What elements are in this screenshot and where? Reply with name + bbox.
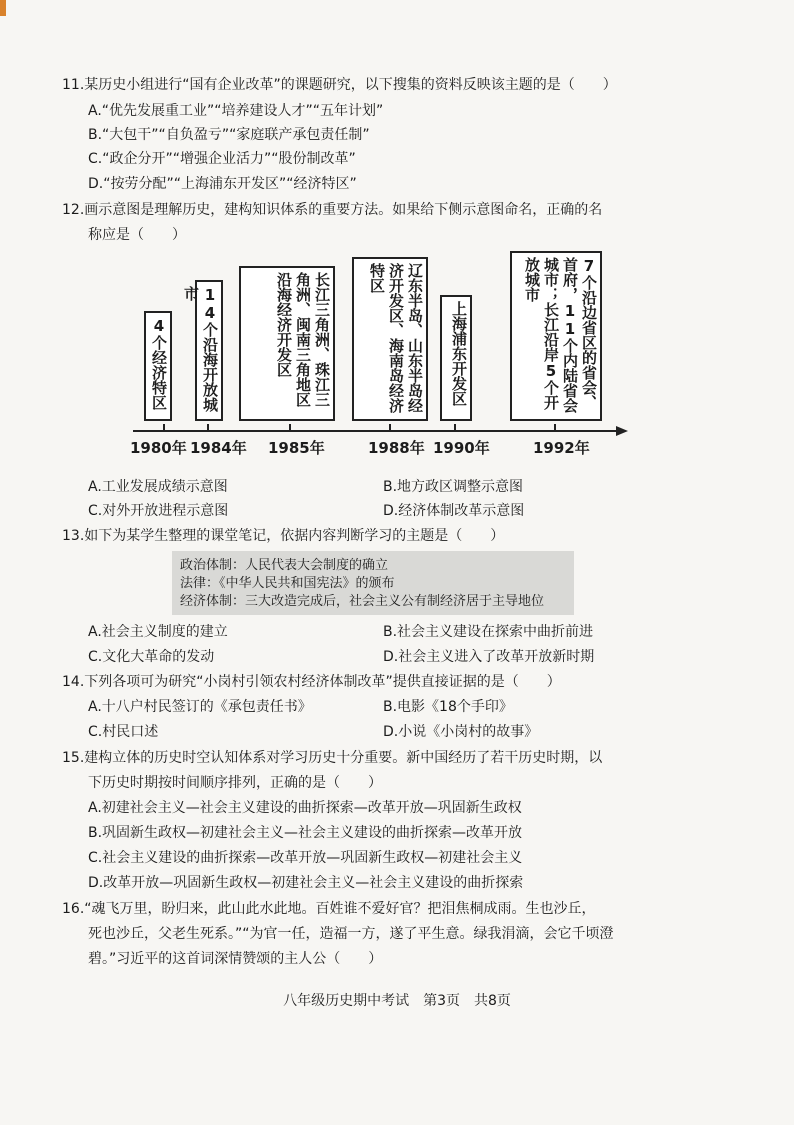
q11-option-c[interactable]: C.“政企分开”“增强企业活力”“股份制改革” bbox=[88, 151, 356, 167]
q12-option-a[interactable]: A.工业发展成绩示意图 bbox=[88, 479, 228, 495]
page-footer: 八年级历史期中考试 第3页 共8页 bbox=[283, 993, 511, 1009]
q15-option-b[interactable]: B.巩固新生政权—初建社会主义—社会主义建设的曲折探索—改革开放 bbox=[88, 825, 523, 841]
timeline-year-1988: 1988年 bbox=[368, 439, 425, 457]
q15-stem-line2: 下历史时期按时间顺序排列，正确的是（ ） bbox=[88, 775, 382, 791]
q11-stem: 11.某历史小组进行“国有企业改革”的课题研究，以下搜集的资料反映该主题的是（ ） bbox=[62, 77, 617, 93]
note-line-economy: 经济体制：三大改造完成后，社会主义公有制经济居于主导地位 bbox=[180, 594, 545, 609]
timeline-box-1992: 7个沿边省区的省会、首府，11个内陆省会城市；长江沿岸5个开放城市 bbox=[510, 251, 602, 421]
q12-option-b[interactable]: B.地方政区调整示意图 bbox=[383, 479, 524, 495]
q14-option-b[interactable]: B.电影《18个手印》 bbox=[383, 699, 513, 715]
q13-option-d[interactable]: D.社会主义进入了改革开放新时期 bbox=[383, 649, 595, 665]
q14-option-a[interactable]: A.十八户村民签订的《承包责任书》 bbox=[88, 699, 312, 715]
note-line-law: 法律：《中华人民共和国宪法》的颁布 bbox=[180, 576, 395, 591]
q15-option-d[interactable]: D.改革开放—巩固新生政权—初建社会主义—社会主义建设的曲折探索 bbox=[88, 875, 524, 891]
q11-option-a[interactable]: A.“优先发展重工业”“培养建设人才”“五年计划” bbox=[88, 103, 384, 119]
q11-option-b[interactable]: B.“大包干”“自负盈亏”“家庭联产承包责任制” bbox=[88, 127, 370, 143]
q16-stem-line3: 碧。”习近平的这首词深情赞颂的主人公（ ） bbox=[88, 951, 383, 967]
note-line-politics: 政治体制：人民代表大会制度的确立 bbox=[180, 558, 389, 573]
q12-stem-line2: 称应是（ ） bbox=[88, 227, 186, 243]
q14-stem: 14.下列各项可为研究“小岗村引领农村经济体制改革”提供直接证据的是（ ） bbox=[62, 674, 561, 690]
timeline-year-1985: 1985年 bbox=[268, 439, 325, 457]
q15-option-a[interactable]: A.初建社会主义—社会主义建设的曲折探索—改革开放—巩固新生政权 bbox=[88, 800, 522, 816]
timeline-box-1988: 辽东半岛、山东半岛经济开发区、海南岛经济特区 bbox=[352, 257, 428, 421]
q12-option-d[interactable]: D.经济体制改革示意图 bbox=[383, 503, 525, 519]
timeline-box-1990: 上海浦东开发区 bbox=[440, 295, 472, 421]
timeline-box-1984: 14个沿海开放城市 bbox=[195, 280, 223, 421]
q16-stem-line1: 16.“魂飞万里，盼归来，此山此水此地。百姓谁不爱好官？把泪焦桐成雨。生也沙丘， bbox=[62, 901, 596, 917]
timeline-year-1980: 1980年 bbox=[130, 439, 187, 457]
q15-stem-line1: 15.建构立体的历史时空认知体系对学习历史十分重要。新中国经历了若干历史时期，以 bbox=[62, 750, 603, 766]
q13-option-c[interactable]: C.文化大革命的发动 bbox=[88, 649, 215, 665]
q16-stem-line2: 死也沙丘，父老生死系。”“为官一任，造福一方，遂了平生意。绿我涓滴，会它千顷澄 bbox=[88, 926, 614, 942]
q13-option-b[interactable]: B.社会主义建设在探索中曲折前进 bbox=[383, 624, 594, 640]
q13-option-a[interactable]: A.社会主义制度的建立 bbox=[88, 624, 228, 640]
timeline-box-1980: 4个经济特区 bbox=[144, 311, 172, 421]
q13-stem: 13.如下为某学生整理的课堂笔记，依据内容判断学习的主题是（ ） bbox=[62, 528, 505, 544]
q11-option-d[interactable]: D.“按劳分配”“上海浦东开发区”“经济特区” bbox=[88, 176, 357, 192]
q14-option-d[interactable]: D.小说《小岗村的故事》 bbox=[383, 724, 539, 740]
q12-stem-line1: 12.画示意图是理解历史，建构知识体系的重要方法。如果给下侧示意图命名，正确的名 bbox=[62, 202, 603, 218]
timeline-year-1984: 1984年 bbox=[190, 439, 247, 457]
q12-option-c[interactable]: C.对外开放进程示意图 bbox=[88, 503, 229, 519]
timeline-year-1990: 1990年 bbox=[433, 439, 490, 457]
q13-class-notes bbox=[172, 551, 574, 615]
q14-option-c[interactable]: C.村民口述 bbox=[88, 724, 159, 740]
timeline-box-1985: 长江三角洲、珠江三角洲、闽南三角地区沿海经济开发区 bbox=[239, 266, 335, 421]
timeline-year-1992: 1992年 bbox=[533, 439, 590, 457]
q15-option-c[interactable]: C.社会主义建设的曲折探索—改革开放—巩固新生政权—初建社会主义 bbox=[88, 850, 523, 866]
